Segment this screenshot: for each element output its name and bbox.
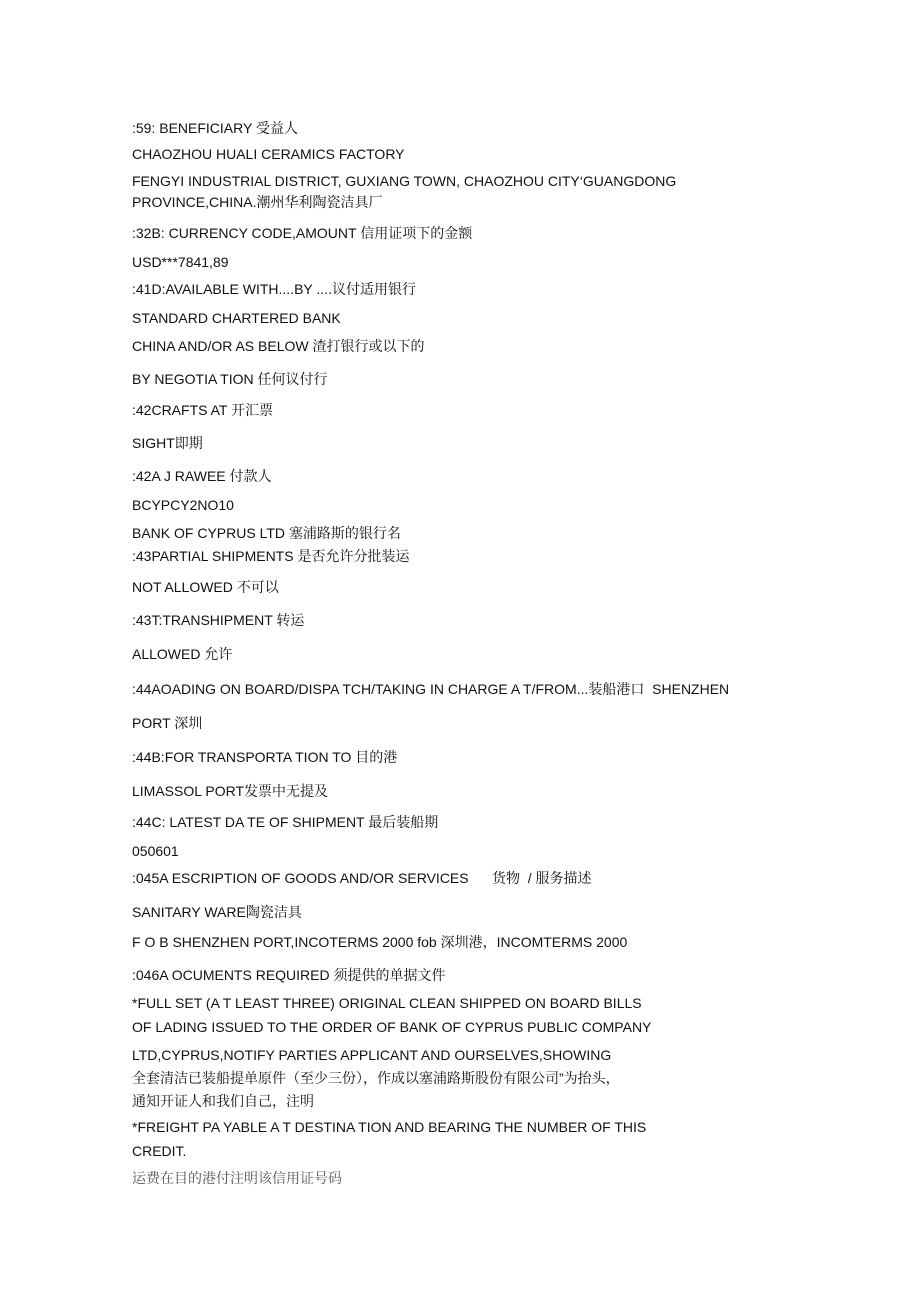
- beneficiary-address-line-2: PROVINCE,CHINA.潮州华利陶瓷洁具厂: [132, 194, 383, 210]
- field-41d-heading: :41D:AVAILABLE WITH....BY ....议付适用银行: [132, 281, 416, 297]
- documents-line-3: LTD,CYPRUS,NOTIFY PARTIES APPLICANT AND OURSELVES,SHOWING: [132, 1047, 612, 1063]
- field-32b-heading: :32B: CURRENCY CODE,AMOUNT 信用证项下的金额: [132, 225, 473, 241]
- drawee-bank-name: BANK OF CYPRUS LTD 塞浦路斯的银行名: [132, 525, 401, 541]
- beneficiary-name: CHAOZHOU HUALI CERAMICS FACTORY: [132, 146, 405, 162]
- destination-port-value: LIMASSOL PORT发票中无提及: [132, 783, 329, 799]
- documents-line-4-cn: 全套清洁已装船提单原件（至少三份），作成以塞浦路斯股份有限公司”为抬头，: [132, 1070, 620, 1086]
- documents-line-1: *FULL SET (A T LEAST THREE) ORIGINAL CLEAN SHIPPED ON BOARD BILLS: [132, 995, 642, 1011]
- field-42c-heading: :42CRAFTS AT 开汇票: [132, 402, 274, 418]
- field-46a-heading: :046A OCUMENTS REQUIRED 须提供的单据文件: [132, 967, 446, 983]
- freight-line-cn: 运费在目的港付注明该信用证号码: [132, 1170, 342, 1186]
- transhipment-value: ALLOWED 允许: [132, 646, 233, 662]
- field-59-heading: :59: BENEFICIARY 受益人: [132, 120, 298, 136]
- drawee-bic: BCYPCY2NO10: [132, 497, 234, 513]
- field-43p-heading: :43PARTIAL SHIPMENTS 是否允许分批装运: [132, 548, 410, 564]
- beneficiary-address-line-1: FENGYI INDUSTRIAL DISTRICT, GUXIANG TOWN, CHAOZHOU CITY‘GUANGDONG: [132, 173, 677, 189]
- available-bank-scope: CHINA AND/OR AS BELOW 渣打银行或以下的: [132, 338, 425, 354]
- field-44a-heading: :44AOADING ON BOARD/DISPA TCH/TAKING IN CHARGE A T/FROM...装船港口 SHENZHEN: [132, 681, 730, 697]
- field-42a-heading: :42A J RAWEE 付款人: [132, 468, 272, 484]
- trade-terms: F O B SHENZHEN PORT,INCOTERMS 2000 fob 深圳港，INCOMTERMS 2000: [132, 934, 628, 950]
- field-44c-heading: :44C: LATEST DA TE OF SHIPMENT 最后装船期: [132, 814, 439, 830]
- field-43t-heading: :43T:TRANSHIPMENT 转运: [132, 612, 305, 628]
- negotiation-line: BY NEGOTIA TION 任何议付行: [132, 371, 328, 387]
- goods-description: SANITARY WARE陶瓷洁具: [132, 904, 302, 920]
- field-45a-heading: :045A ESCRIPTION OF GOODS AND/OR SERVICES 货物 / 服务描述: [132, 870, 592, 886]
- documents-line-5-cn: 通知开证人和我们自己，注明: [132, 1093, 314, 1109]
- available-bank-name: STANDARD CHARTERED BANK: [132, 310, 341, 326]
- draft-sight: SIGHT即期: [132, 435, 203, 451]
- amount-value: USD***7841,89: [132, 254, 229, 270]
- partial-shipments-value: NOT ALLOWED 不可以: [132, 579, 279, 595]
- latest-shipment-date: 050601: [132, 843, 179, 859]
- field-44b-heading: :44B:FOR TRANSPORTA TION TO 目的港: [132, 749, 398, 765]
- loading-port-value: PORT 深圳: [132, 715, 203, 731]
- freight-line-1: *FREIGHT PA YABLE A T DESTINA TION AND BEARING THE NUMBER OF THIS: [132, 1119, 647, 1135]
- freight-line-2: CREDIT.: [132, 1143, 187, 1159]
- documents-line-2: OF LADING ISSUED TO THE ORDER OF BANK OF CYPRUS PUBLIC COMPANY: [132, 1019, 652, 1035]
